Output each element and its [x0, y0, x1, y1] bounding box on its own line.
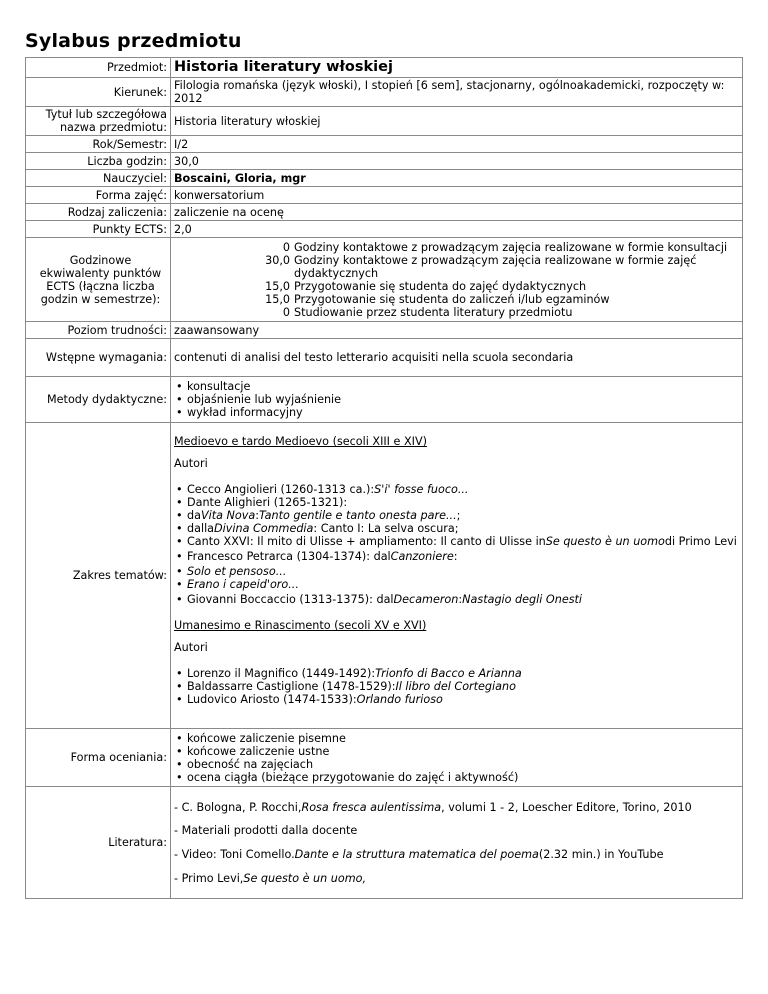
reference: - C. Bologna, P. Rocchi,Rosa fresca aulentissima, volumi 1 - 2, Loescher Editore, Torino, 2010: [174, 801, 692, 814]
list-item: • Francesco Petrarca (1304-1374): dalCanzoniere:: [174, 550, 739, 563]
label-metody: Metody dydaktyczne:: [26, 377, 171, 423]
hours-row: [250, 293, 739, 306]
row-nauczyciel: [26, 170, 743, 187]
list-item: • obecność na zajęciach: [174, 758, 739, 771]
value-metody: [171, 377, 743, 423]
value-rok: I/2: [171, 136, 743, 153]
section-medioevo: Medioevo e tardo Medioevo (secoli XIII e XIV): [174, 435, 427, 448]
value-godzinowe: [171, 238, 743, 322]
label-tytul: Tytuł lub szczegółowa nazwa przedmiotu:: [26, 107, 171, 136]
list-item: • Ludovico Ariosto (1474-1533):Orlando furioso: [174, 693, 739, 706]
row-kierunek: [26, 78, 743, 107]
hours-description: Przygotowanie się studenta do zaliczeń i/lub egzaminów: [294, 292, 610, 306]
label-rodzaj: Rodzaj zaliczenia:: [26, 204, 171, 221]
hours-row: [250, 241, 739, 254]
value-liczba: 30,0: [171, 153, 743, 170]
autori-heading: Autori: [174, 641, 208, 654]
value-kierunek: Filologia romańska (język włoski), I stopień [6 sem], stacjonarny, ogólnoakademicki, rozpoczęty w: 2012: [171, 78, 743, 107]
row-zakres: [26, 423, 743, 729]
row-liczba: [26, 153, 743, 170]
value-ects: 2,0: [171, 221, 743, 238]
hours-value: 15,0: [265, 279, 290, 293]
label-zakres: Zakres tematów:: [26, 423, 171, 729]
list-item: • daVita Nova:Tanto gentile e tanto onesta pare...;: [174, 509, 739, 522]
label-liczba: Liczba godzin:: [26, 153, 171, 170]
hours-row: [250, 306, 739, 319]
value-rodzaj: zaliczenie na ocenę: [171, 204, 743, 221]
methods-list: [174, 380, 739, 419]
hours-value: 0: [282, 305, 290, 319]
value-nauczyciel: Boscaini, Gloria, mgr: [171, 170, 743, 187]
label-poziom: Poziom trudności:: [26, 322, 171, 339]
label-godzinowe: Godzinowe ekwiwalenty punktów ECTS (łączna liczba godzin w semestrze):: [26, 238, 171, 322]
list-item: • końcowe zaliczenie pisemne: [174, 732, 739, 745]
list-item: • konsultacje: [174, 380, 739, 393]
list-item: • Baldassarre Castiglione (1478-1529):Il libro del Cortegiano: [174, 680, 739, 693]
list-item: • ocena ciągła (bieżące przygotowanie do zajęć i aktywność): [174, 771, 739, 784]
label-rok: Rok/Semestr:: [26, 136, 171, 153]
assessment-list: [174, 732, 739, 784]
value-poziom: zaawansowany: [171, 322, 743, 339]
label-literatura: Literatura:: [26, 787, 171, 899]
row-forma: [26, 187, 743, 204]
reference: - Video: Toni Comello.Dante e la struttura matematica del poema(2.32 min.) in YouTube: [174, 848, 664, 861]
page-title: Sylabus przedmiotu: [25, 30, 242, 52]
section-umanesimo: Umanesimo e Rinascimento (secoli XV e XVI): [174, 619, 427, 632]
label-nauczyciel: Nauczyciel:: [26, 170, 171, 187]
value-literatura: [171, 787, 743, 899]
row-literatura: [26, 787, 743, 899]
row-przedmiot: [26, 58, 743, 78]
hours-description: Godziny kontaktowe z prowadzącym zajęcia realizowane w formie zajęć dydaktycznych: [294, 253, 697, 280]
list-item: • Erano i capeid'oro...: [174, 578, 739, 591]
list-item: • objaśnienie lub wyjaśnienie: [174, 393, 739, 406]
hours-breakdown: [250, 241, 739, 319]
row-metody: [26, 377, 743, 423]
list-item: • Giovanni Boccaccio (1313-1375): dalDecameron:Nastagio degli Onesti: [174, 593, 739, 606]
row-ocenianie: [26, 729, 743, 787]
reference: - Materiali prodotti dalla docente: [174, 824, 358, 837]
label-kierunek: Kierunek:: [26, 78, 171, 107]
row-poziom: [26, 322, 743, 339]
row-tytul: [26, 107, 743, 136]
autori-heading: Autori: [174, 457, 208, 470]
hours-value: 30,0: [265, 253, 290, 267]
list-item: • Canto XXVI: Il mito di Ulisse + ampliamento: Il canto di Ulisse inSe questo è un uomodi Primo Levi: [174, 535, 739, 548]
list-item: • końcowe zaliczenie ustne: [174, 745, 739, 758]
hours-value: 15,0: [265, 292, 290, 306]
label-forma: Forma zajęć:: [26, 187, 171, 204]
row-rodzaj: [26, 204, 743, 221]
list-item: • Cecco Angiolieri (1260-1313 ca.):S'i' fosse fuoco...: [174, 483, 739, 496]
value-ocenianie: [171, 729, 743, 787]
label-ects: Punkty ECTS:: [26, 221, 171, 238]
hours-description: Przygotowanie się studenta do zajęć dydaktycznych: [294, 279, 587, 293]
value-przedmiot: Historia literatury włoskiej: [171, 58, 743, 78]
list-item: • Lorenzo il Magnifico (1449-1492):Trionfo di Bacco e Arianna: [174, 667, 739, 680]
hours-description: Studiowanie przez studenta literatury przedmiotu: [294, 305, 573, 319]
row-rok: [26, 136, 743, 153]
row-ects: [26, 221, 743, 238]
list-item: • dallaDivina Commedia: Canto I: La selva oscura;: [174, 522, 739, 535]
value-forma: konwersatorium: [171, 187, 743, 204]
hours-row: [250, 254, 739, 280]
value-zakres: [171, 423, 743, 729]
value-wymagania: contenuti di analisi del testo letterario acquisiti nella scuola secondaria: [171, 339, 743, 377]
syllabus-table: [25, 57, 743, 899]
hours-description: Godziny kontaktowe z prowadzącym zajęcia realizowane w formie konsultacji: [294, 240, 728, 254]
topics-list-1: [174, 483, 739, 606]
hours-value: 0: [282, 240, 290, 254]
label-wymagania: Wstępne wymagania:: [26, 339, 171, 377]
reference: - Primo Levi,Se questo è un uomo,: [174, 872, 367, 885]
list-item: • Solo et pensoso...: [174, 565, 739, 578]
label-przedmiot: Przedmiot:: [26, 58, 171, 78]
hours-row: [250, 280, 739, 293]
value-tytul: Historia literatury włoskiej: [171, 107, 743, 136]
list-item: • Dante Alighieri (1265-1321):: [174, 496, 739, 509]
topics-list-2: [174, 667, 739, 706]
list-item: • wykład informacyjny: [174, 406, 739, 419]
row-godzinowe: [26, 238, 743, 322]
label-ocenianie: Forma oceniania:: [26, 729, 171, 787]
row-wymagania: [26, 339, 743, 377]
